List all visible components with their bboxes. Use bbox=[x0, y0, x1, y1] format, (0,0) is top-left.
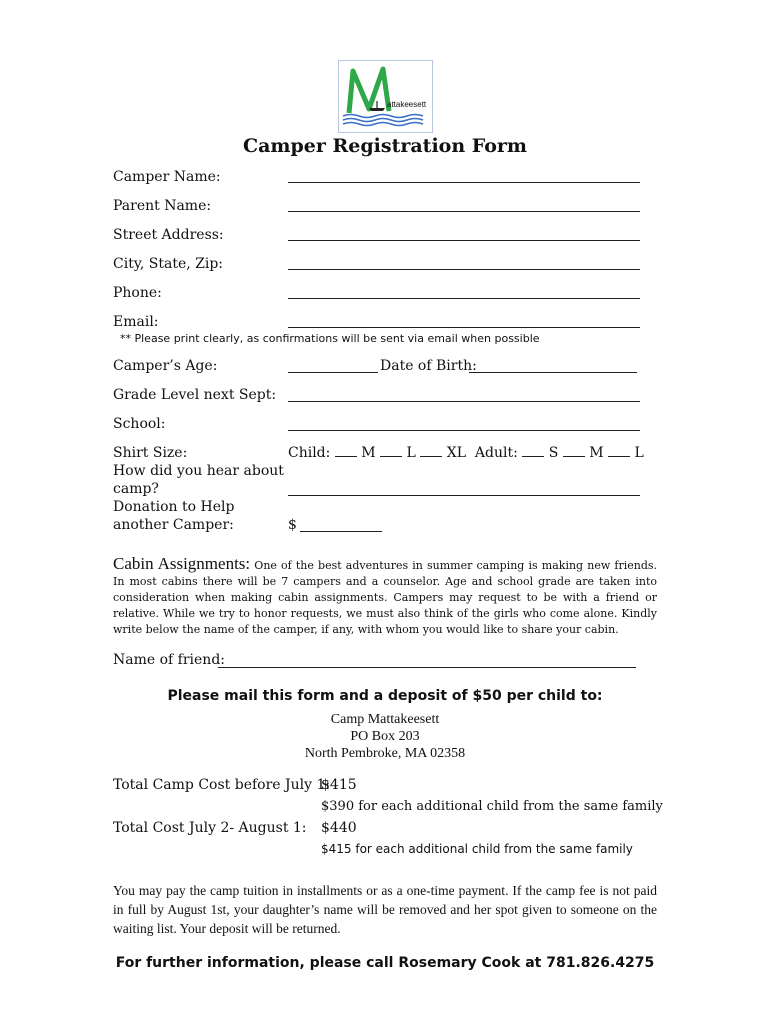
shirt-child-label: Child: bbox=[288, 445, 331, 461]
grade-level-field[interactable] bbox=[288, 401, 640, 402]
shirt-child-m: M bbox=[361, 445, 376, 461]
cost-before-value: $415 bbox=[321, 777, 357, 793]
friend-name-label: Name of friend: bbox=[113, 652, 225, 668]
shirt-size-label: Shirt Size: bbox=[113, 445, 188, 461]
payment-paragraph: You may pay the camp tuition in installments or as a one-time payment. If the camp fee is not paid in full by August 1st, your daughter’s name will be removed and her spot given to someone on the waiting list. Your deposit will be returned. bbox=[113, 883, 657, 936]
mail-line-2: PO Box 203 bbox=[350, 729, 420, 744]
shirt-child-m-blank[interactable] bbox=[335, 456, 357, 457]
mail-line-3: North Pembroke, MA 02358 bbox=[304, 746, 466, 761]
cost-after-value: $440 bbox=[321, 820, 357, 836]
email-field[interactable] bbox=[288, 327, 640, 328]
hear-about-label-1: How did you hear about bbox=[113, 463, 284, 479]
shirt-adult-s: S bbox=[548, 445, 559, 461]
camper-name-field[interactable] bbox=[288, 182, 640, 183]
form-title: Camper Registration Form bbox=[242, 135, 528, 157]
phone-field[interactable] bbox=[288, 298, 640, 299]
hear-about-label-2: camp? bbox=[113, 481, 159, 497]
camper-age-field[interactable] bbox=[288, 372, 378, 373]
donation-label-1: Donation to Help bbox=[113, 499, 235, 515]
cost-before-label: Total Camp Cost before July 1: bbox=[113, 777, 331, 793]
mail-line-1: Camp Mattakeesett bbox=[330, 712, 440, 727]
shirt-child-xl-blank[interactable] bbox=[420, 456, 442, 457]
shirt-size-options bbox=[288, 445, 644, 461]
shirt-adult-label: Adult: bbox=[474, 445, 518, 461]
cabin-assignments-paragraph bbox=[113, 556, 657, 638]
cost-before-note: $390 for each additional child from the same family bbox=[321, 799, 663, 814]
dob-label: Date of Birth: bbox=[380, 358, 477, 374]
dob-field[interactable] bbox=[469, 372, 637, 373]
donation-field[interactable] bbox=[300, 531, 382, 532]
school-field[interactable] bbox=[288, 430, 640, 431]
mail-heading: Please mail this form and a deposit of $50 per child to: bbox=[167, 688, 603, 704]
shirt-child-xl: XL bbox=[446, 445, 466, 461]
parent-name-label: Parent Name: bbox=[113, 198, 212, 214]
logo-text: attakeesett bbox=[387, 100, 427, 109]
shirt-child-l: L bbox=[406, 445, 416, 461]
shirt-adult-l: L bbox=[634, 445, 644, 461]
friend-name-field[interactable] bbox=[218, 667, 636, 668]
city-state-zip-label: City, State, Zip: bbox=[113, 256, 224, 272]
contact-footer: For further information, please call Rosemary Cook at 781.826.4275 bbox=[115, 955, 655, 971]
cabin-assignments-text: One of the best adventures in summer camping is making new friends. In most cabins there will be 7 campers and a counselor. Age and school grade are taken into consideration when making cabin assignments. Campers may request to be with a friend or relative. While we try to honor requests, we must also think of the girls who come alone. Kindly write below the name of the camper, if any, with whom you would like to share your cabin. bbox=[113, 559, 658, 636]
shirt-adult-m-blank[interactable] bbox=[563, 456, 585, 457]
email-note: ** Please print clearly, as confirmations will be sent via email when possible bbox=[120, 332, 540, 345]
camp-logo bbox=[338, 60, 433, 133]
shirt-child-l-blank[interactable] bbox=[380, 456, 402, 457]
hear-about-field[interactable] bbox=[288, 495, 640, 496]
city-state-zip-field[interactable] bbox=[288, 269, 640, 270]
cost-after-note: $415 for each additional child from the same family bbox=[321, 842, 633, 856]
street-address-label: Street Address: bbox=[113, 227, 224, 243]
parent-name-field[interactable] bbox=[288, 211, 640, 212]
camper-name-label: Camper Name: bbox=[113, 169, 221, 185]
phone-label: Phone: bbox=[113, 285, 162, 301]
school-label: School: bbox=[113, 416, 166, 432]
shirt-adult-s-blank[interactable] bbox=[522, 456, 544, 457]
street-address-field[interactable] bbox=[288, 240, 640, 241]
donation-dollar-sign: $ bbox=[288, 517, 297, 533]
email-label: Email: bbox=[113, 314, 159, 330]
shirt-adult-m: M bbox=[589, 445, 604, 461]
grade-level-label: Grade Level next Sept: bbox=[113, 387, 277, 403]
cost-after-label: Total Cost July 2- August 1: bbox=[113, 820, 307, 836]
cabin-assignments-heading: Cabin Assignments: bbox=[113, 554, 251, 573]
donation-label-2: another Camper: bbox=[113, 517, 234, 533]
shirt-adult-l-blank[interactable] bbox=[608, 456, 630, 457]
camper-age-label: Camper’s Age: bbox=[113, 358, 218, 374]
